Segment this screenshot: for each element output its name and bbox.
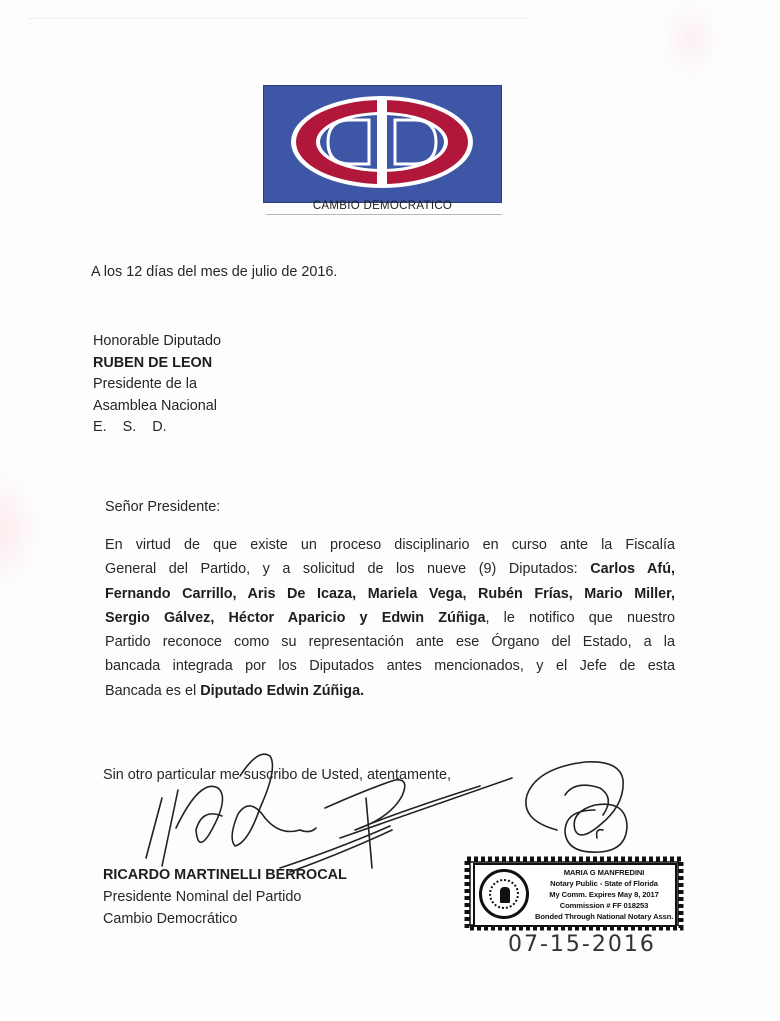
body-line xyxy=(105,606,675,630)
body-text-bold: Sergio Gálvez, Héctor Aparicio y Edwin Zúñiga xyxy=(105,609,486,626)
recipient-esd xyxy=(93,417,221,439)
body-line xyxy=(105,630,675,654)
party-logo xyxy=(263,85,502,203)
seal-emblem xyxy=(500,887,510,903)
scan-artifact xyxy=(0,470,40,590)
cd-logo-icon xyxy=(264,86,501,202)
notary-commission: Commission # FF 018253 xyxy=(559,901,649,910)
signer-party: Cambio Democrático xyxy=(103,911,238,927)
notary-name: MARIA G MANFREDINI xyxy=(563,868,645,877)
recipient-title: Presidente de la xyxy=(93,376,198,392)
notary-expiry: My Comm. Expires May 8, 2017 xyxy=(549,890,659,899)
body-text: Bancada es el xyxy=(105,682,201,699)
stamp-text xyxy=(535,867,673,922)
esd-s: S. xyxy=(122,419,137,435)
body-text-bold: Carlos Afú, xyxy=(590,561,675,578)
notary-signature xyxy=(515,750,665,860)
notary-stamp xyxy=(463,855,685,932)
signer-title: Presidente Nominal del Partido xyxy=(103,889,302,905)
body-text: Partido reconoce como su representación ante ese Órgano del Estado, a la xyxy=(105,634,675,651)
body-text: , le notifico que nuestro xyxy=(485,609,675,626)
body-line xyxy=(105,557,675,581)
esd-e: E. xyxy=(93,419,107,435)
body-line xyxy=(105,679,675,703)
letterhead-rule xyxy=(266,214,502,215)
recipient-name: RUBEN DE LEON xyxy=(93,354,213,371)
signer-block xyxy=(103,864,347,930)
recipient-institution: Asamblea Nacional xyxy=(93,397,217,414)
body-text: En virtud de que existe un proceso disciplinario en curso ante la Fiscalía xyxy=(105,537,675,553)
notary-seal-icon xyxy=(479,869,529,919)
closing-line: Sin otro particular me suscribo de Usted, atentamente, xyxy=(103,767,451,783)
body-text: bancada integrada por los Diputados antes mencionados, y el Jefe de esta xyxy=(105,658,675,675)
notary-jurisdiction: Notary Public - State of Florida xyxy=(550,879,658,888)
recipient-block xyxy=(93,331,221,439)
body-paragraph xyxy=(105,533,675,703)
signer-name: RICARDO MARTINELLI BERROCAL xyxy=(103,867,347,883)
body-line xyxy=(105,582,675,606)
body-line xyxy=(105,533,675,557)
scan-artifact xyxy=(30,18,530,23)
body-text: General del Partido, y a solicitud de los nueve (9) Diputados: xyxy=(105,561,591,578)
handwritten-date: 07-15-2016 xyxy=(508,932,656,957)
recipient-honorific: Honorable Diputado xyxy=(93,333,222,349)
body-line xyxy=(105,654,675,678)
letter-date: A los 12 días del mes de julio de 2016. xyxy=(91,264,338,280)
body-text-bold: Diputado Edwin Zúñiga. xyxy=(200,682,365,699)
body-text-bold: Fernando Carrillo, Aris De Icaza, Mariela Vega, Rubén Frías, Mario Miller, xyxy=(105,585,675,602)
notary-bond: Bonded Through National Notary Assn. xyxy=(535,912,674,921)
salutation: Señor Presidente: xyxy=(105,499,221,515)
party-name-caption: CAMBIO DEMOCRATICO xyxy=(312,200,453,212)
esd-d: D. xyxy=(152,419,167,435)
scan-artifact xyxy=(660,0,720,80)
stamp-body xyxy=(473,863,677,927)
